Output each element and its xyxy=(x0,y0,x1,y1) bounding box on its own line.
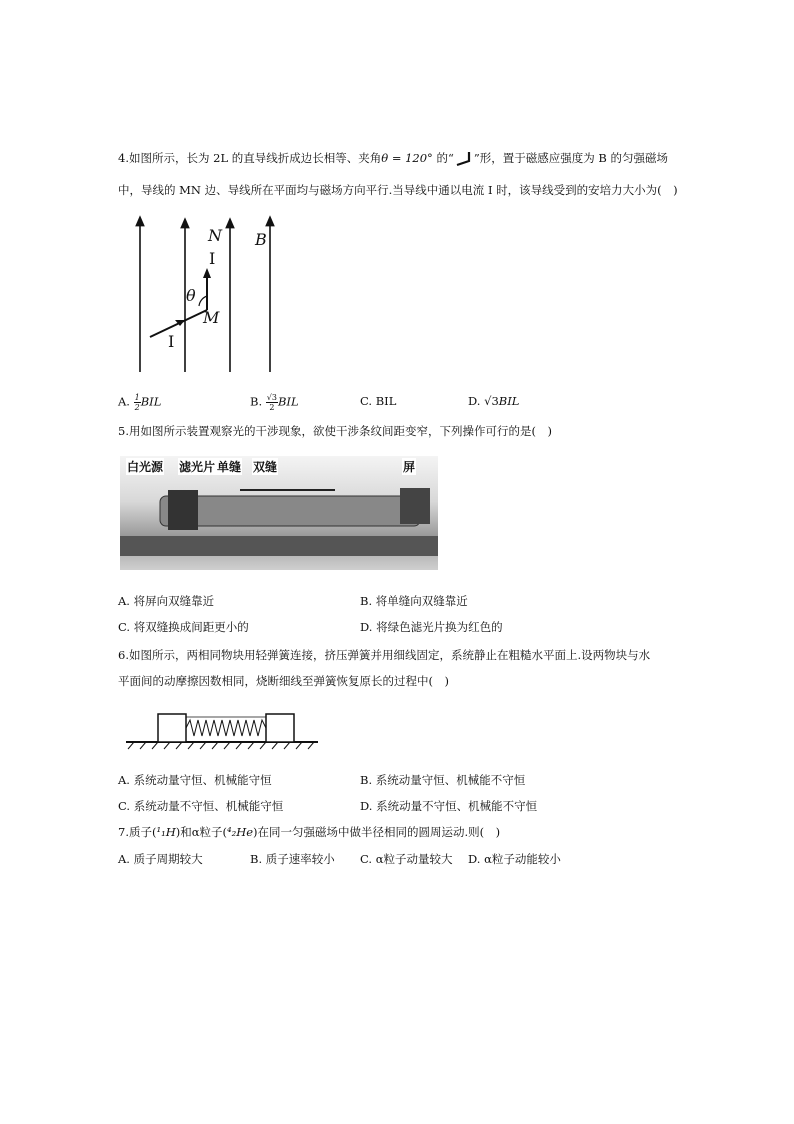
q4-option-b-fraction xyxy=(266,393,278,412)
right-block xyxy=(266,714,294,742)
q7-proton-symbol: ¹₁H xyxy=(156,825,176,839)
q4-label-n: N xyxy=(208,226,222,245)
q7-stem-a: 7.质子( xyxy=(118,825,157,839)
q7-stem xyxy=(118,824,500,840)
q4-option-b-num: √3 xyxy=(266,393,277,402)
q4-option-a-fraction xyxy=(134,393,141,412)
photo-label-source: 白光源 xyxy=(127,460,164,474)
q7-alpha-symbol: ⁴₂He xyxy=(226,825,254,839)
q4-option-d-prefix: D. xyxy=(468,394,485,408)
theta-arc xyxy=(199,296,207,306)
q6-stem-line2: 平面间的动摩擦因数相同，烧断细线至弹簧恢复原长的过程中( ) xyxy=(118,674,449,688)
q4-option-b-prefix: B. xyxy=(250,394,266,409)
q4-option-d-tail: BIL xyxy=(498,394,520,408)
q4-option-a-num: 1 xyxy=(134,393,140,402)
q4-label-b: B xyxy=(255,230,267,249)
bent-wire-glyph-icon xyxy=(454,151,474,167)
q4-stem-line2: 中，导线的 MN 边、导线所在平面均与磁场方向平行.当导线中通以电流 I 时，该导线受到的安培力大小为( ) xyxy=(118,183,678,197)
q6-stem-line1: 6.如图所示，两相同物块用轻弹簧连接，挤压弹簧并用细线固定，系统静止在粗糙水平面上.设两物块与水 xyxy=(118,648,651,662)
apparatus-source xyxy=(168,490,198,530)
q4-option-c[interactable]: C. BIL xyxy=(360,394,397,408)
q7-stem-b: )和α粒子( xyxy=(175,825,227,839)
left-block xyxy=(158,714,186,742)
q4-label-i-bottom: I xyxy=(168,332,175,351)
q6-spring-blocks-figure xyxy=(124,708,320,752)
current-arrow-upper xyxy=(203,268,211,278)
q4-option-a[interactable] xyxy=(118,393,161,412)
q7-stem-c: )在同一匀强磁场中做半径相同的圆周运动.则( ) xyxy=(253,825,501,839)
q4-label-i-top: I xyxy=(209,249,216,268)
q6-option-d[interactable]: D. 系统动量不守恒、机械能不守恒 xyxy=(360,799,538,813)
q4-theta-expression: θ = 120° xyxy=(381,151,433,165)
apparatus-base-rail xyxy=(120,536,438,556)
photo-label-screen: 屏 xyxy=(403,460,416,474)
q5-option-b[interactable]: B. 将单缝向双缝靠近 xyxy=(360,594,468,608)
photo-label-double-slit: 双缝 xyxy=(253,460,278,474)
q5-option-a[interactable]: A. 将屏向双缝靠近 xyxy=(118,594,215,608)
q4-label-theta: θ xyxy=(186,286,196,305)
q4-stem-text-b: 的“ xyxy=(432,151,454,165)
q6-option-a[interactable]: A. 系统动量守恒、机械能守恒 xyxy=(118,773,272,787)
q4-option-b-den: 2 xyxy=(269,403,275,412)
q5-stem: 5.用如图所示装置观察光的干涉现象，欲使干涉条纹间距变窄，下列操作可行的是( ) xyxy=(118,424,552,438)
q5-option-c[interactable]: C. 将双缝换成间距更小的 xyxy=(118,620,249,634)
q4-label-m: M xyxy=(203,308,220,327)
apparatus-drawing xyxy=(120,456,438,570)
apparatus-tube xyxy=(160,496,420,526)
q4-option-d-root: √3 xyxy=(484,394,499,408)
q5-option-d[interactable]: D. 将绿色滤光片换为红色的 xyxy=(360,620,503,634)
q7-option-c[interactable]: C. α粒子动量较大 xyxy=(360,852,453,866)
q4-stem-text-c: ”形，置于磁感应强度为 B 的匀强磁场 xyxy=(473,151,668,165)
q4-option-a-prefix: A. xyxy=(118,394,134,409)
apparatus-eyepiece xyxy=(400,488,430,524)
q5-interference-apparatus-photo xyxy=(120,456,438,570)
photo-label-filter: 滤光片 xyxy=(179,460,216,474)
q4-option-a-den: 2 xyxy=(134,403,140,412)
q4-stem-text-a: 4.如图所示，长为 2L 的直导线折成边长相等、夹角 xyxy=(118,151,382,165)
q4-option-a-tail: BIL xyxy=(140,394,162,409)
q7-option-d[interactable]: D. α粒子动能较小 xyxy=(468,852,561,866)
q6-option-c[interactable]: C. 系统动量不守恒、机械能守恒 xyxy=(118,799,284,813)
compressed-spring xyxy=(186,720,266,736)
q7-option-b[interactable]: B. 质子速率较小 xyxy=(250,852,335,866)
q4-option-b[interactable] xyxy=(250,393,299,412)
q4-option-b-tail: BIL xyxy=(277,394,299,409)
q7-option-a[interactable]: A. 质子周期较大 xyxy=(118,852,203,866)
q6-option-b[interactable]: B. 系统动量守恒、机械能不守恒 xyxy=(360,773,526,787)
q4-stem-line1 xyxy=(118,150,668,167)
q4-option-d[interactable] xyxy=(468,393,519,409)
photo-label-single-slit: 单缝 xyxy=(217,460,242,474)
